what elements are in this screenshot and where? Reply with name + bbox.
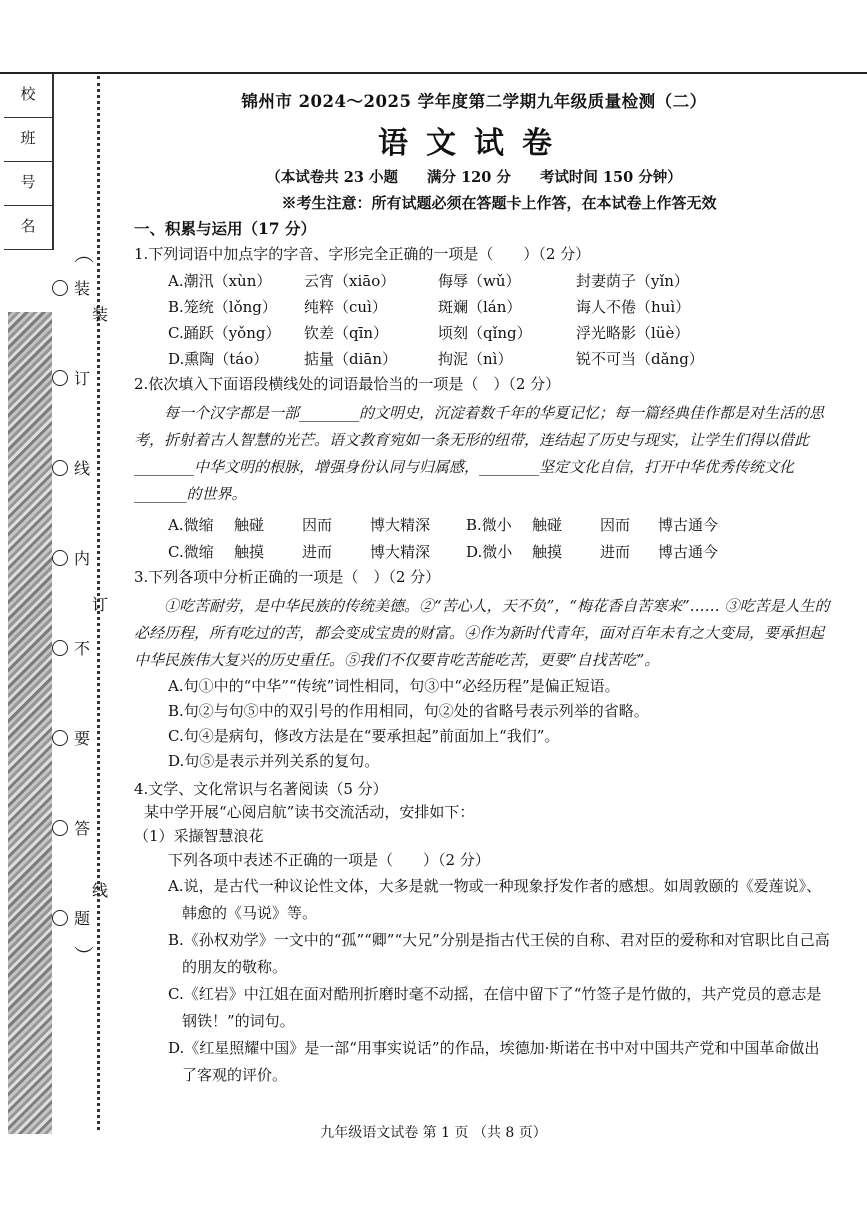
binding-circle-icon [52,640,68,656]
id-field-number: 号 [4,162,52,206]
binding-notice-item: 内 [52,546,90,569]
binding-notice-item: 题 [52,906,90,929]
binding-circle-icon [52,460,68,476]
option-cell: 钦差（qīn） [304,324,389,342]
option-cell: B.笼统（lǒng） [168,298,277,316]
question-2-passage: 每一个汉字都是一部________的文明史，沉淀着数千年的华夏记忆；每一篇经典佳作都是对生活的思考，折射着古人智慧的光芒。语文教育宛如一条无形的纽带，连结起了历史与现实，让学生们得以借此________中华文明的根脉，增强身份认同与归属感，________坚定文化自信，打开中华优秀传统文化_______的世界。 [134,404,825,503]
question-1-options [168,270,834,369]
binding-notice-item: 不 [52,636,90,659]
question-4-option-d: D.《红星照耀中国》是一部“用事实说话”的作品，埃德加·斯诺在书中对中国共产党和中国革命做出了客观的评价。 [168,1039,820,1084]
option-cell: A.潮汛（xùn） [168,272,272,290]
option-cell: 斑斓（lán） [438,298,522,316]
id-field-class: 班 [4,118,52,162]
exam-title: 语文试卷 [378,126,570,161]
option-cell: D.微小 [466,543,513,561]
top-margin [0,0,867,72]
option-cell: 进而 [600,543,631,561]
binding-circle-icon [52,280,68,296]
option-cell: 因而 [600,516,631,534]
question-4-option-b: B.《孙权劝学》一文中的“孤”“卿”“大兄”分别是指古代王侯的自称、君对臣的爱称和对官职比自己高的朋友的敬称。 [168,931,830,976]
option-cell: 掂量（diān） [304,350,398,368]
binding-circle-icon [52,370,68,386]
bottom-margin [0,1136,867,1226]
binding-notice-item: 答 [52,816,90,839]
option-cell: C.微缩 [168,543,214,561]
binding-notice-item: 线 [52,456,90,479]
binding-char: 订 [92,595,109,614]
question-4-stem: 4.文学、文化常识与名著阅读（5 分） [134,780,388,798]
binding-circle-icon [52,550,68,566]
binding-char: 装 [92,305,109,324]
open-paren: ︵ [74,242,94,266]
id-field-name: 名 [4,206,52,250]
question-4-sub1: （1）采撷智慧浪花 [134,827,264,845]
question-4-intro: 某中学开展“心阅启航”读书交流活动，安排如下： [144,803,475,821]
option-cell: 触碰 [532,516,563,534]
question-2-options [168,514,834,562]
close-paren: ︶ [74,944,94,968]
option-cell: 拘泥（nì） [438,350,513,368]
option-cell: 云宵（xiāo） [304,272,396,290]
exam-notice: ※考生注意：所有试题必须在答题卡上作答，在本试卷上作答无效 [281,194,717,212]
option-cell: B.微小 [466,516,512,534]
option-cell: 顷刻（qǐng） [438,324,532,342]
option-cell: 封妻荫子（yǐn） [576,272,689,290]
option-cell: 触摸 [532,543,563,561]
binding-circle-icon [52,820,68,836]
page-footer: 九年级语文试卷 第 1 页 （共 8 页） [320,1125,547,1141]
section-heading: 一、积累与运用（17 分） [134,219,316,238]
option-cell: 触摸 [234,543,265,561]
question-3-option-c: C.句④是病句，修改方法是在“要承担起”前面加上“我们”。 [168,727,560,745]
option-cell: 博古通今 [658,543,719,561]
question-4-option-c: C.《红岩》中江姐在面对酷刑折磨时毫不动摇，在信中留下了“竹签子是竹做的，共产党员的意志是钢铁！”的词句。 [168,985,822,1030]
option-cell: 因而 [302,516,333,534]
binding-circle-icon [52,910,68,926]
question-2-stem: 2.依次填入下面语段横线处的词语最恰当的一项是（ ）（2 分） [134,375,561,393]
question-4-option-a: A.说，是古代一种议论性文体，大多是就一物或一种现象抒发作者的感想。如周敦颐的《爱莲说》、韩愈的《马说》等。 [168,877,822,922]
exam-content [134,88,834,1089]
option-cell: 纯粹（cuì） [304,298,387,316]
binding-circle-icon [52,730,68,746]
question-3-option-d: D.句⑤是表示并列关系的复句。 [168,752,380,770]
question-3-stem: 3.下列各项中分析正确的一项是（ ）（2 分） [134,568,441,586]
binding-notice-item: 装 [52,276,90,299]
id-field-school: 校 [4,74,52,118]
question-3-option-a: A.句①中的“中华”“传统”词性相同，句③中“必经历程”是偏正短语。 [168,677,620,695]
hatched-binding-stripe [8,312,52,1134]
option-cell: 浮光略影（lüè） [576,324,690,342]
question-4-sub1-stem: 下列各项中表述不正确的一项是（ ）（2 分） [168,851,490,869]
exam-subtitle: 锦州市 2024～2025 学年度第二学期九年级质量检测（二） [241,92,707,111]
binding-notice-item: 要 [52,726,90,749]
option-cell: 锐不可当（dǎng） [576,350,704,368]
exam-info: （本试卷共 23 小题 满分 120 分 考试时间 150 分钟） [266,169,682,186]
option-cell: 侮辱（wǔ） [438,272,521,290]
question-1-stem: 1.下列词语中加点字的字音、字形完全正确的一项是（ ）（2 分） [134,245,591,263]
binding-char: 线 [92,881,109,900]
binding-notice-item: 订 [52,366,90,389]
student-id-box [4,74,54,250]
option-cell: 诲人不倦（huì） [576,298,691,316]
option-cell: D.熏陶（táo） [168,350,269,368]
option-cell: C.踊跃（yǒng） [168,324,281,342]
option-cell: 进而 [302,543,333,561]
option-cell: 博古通今 [658,516,719,534]
option-cell: 博大精深 [370,516,431,534]
option-cell: A.微缩 [168,516,214,534]
option-cell: 博大精深 [370,543,431,561]
option-cell: 触碰 [234,516,265,534]
question-3-option-b: B.句②与句⑤中的双引号的作用相同，句②处的省略号表示列举的省略。 [168,702,649,720]
question-3-passage: ①吃苦耐劳，是中华民族的传统美德。②“苦心人，天不负”，“梅花香自苦寒来”…… ③吃苦是人生的必经历程，所有吃过的苦，都会变成宝贵的财富。④作为新时代青年，面对百年未有之大变局，要承担起中华民族伟大复兴的历史重任。⑤我们不仅要肯吃苦能吃苦，更要“自找苦吃”。 [134,597,830,669]
